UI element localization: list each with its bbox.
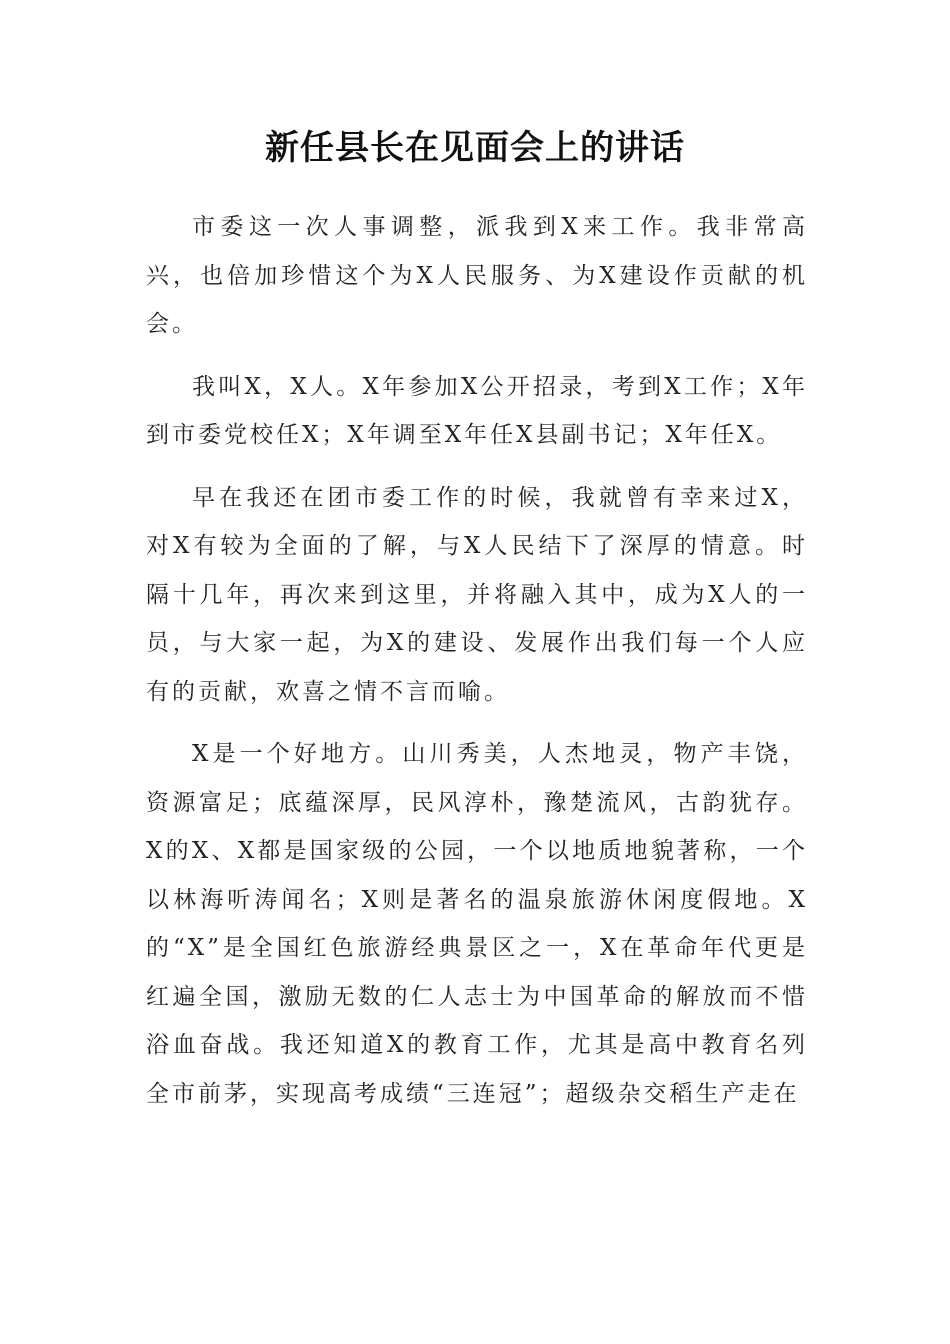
paragraph-1: 市委这一次人事调整，派我到X来工作。我非常高兴，也倍加珍惜这个为X人民服务、为X建设作贡献的机会。 (146, 214, 808, 337)
document-body (146, 203, 808, 1132)
paragraph-2: 我叫X，X人。X年参加X公开招录，考到X工作；X年到市委党校任X；X年调至X年任X县副书记；X年任X。 (146, 373, 808, 448)
paragraph-4: X是一个好地方。山川秀美，人杰地灵，物产丰饶，资源富足；底蕴深厚，民风淳朴，豫楚流风，古韵犹存。X的X、X都是国家级的公园，一个以地质地貌著称，一个以林海听涛闻名；X则是著名的温泉旅游休闲度假地。X的“X”是全国红色旅游经典景区之一，X在革命年代更是红遍全国，激励无数的仁人志士为中国革命的解放而不惜浴血奋战。我还知道X的教育工作，尤其是高中教育名列全市前茅，实现高考成绩“三连冠”；超级杂交稻生产走在 (146, 741, 808, 1107)
paragraph-3: 早在我还在团市委工作的时候，我就曾有幸来过X，对X有较为全面的了解，与X人民结下了深厚的情意。时隔十几年，再次来到这里，并将融入其中，成为X人的一员，与大家一起，为X的建设、发展作出我们每一个人应有的贡献，欢喜之情不言而喻。 (146, 484, 808, 705)
document-title: 新任县长在见面会上的讲话 (265, 128, 685, 168)
